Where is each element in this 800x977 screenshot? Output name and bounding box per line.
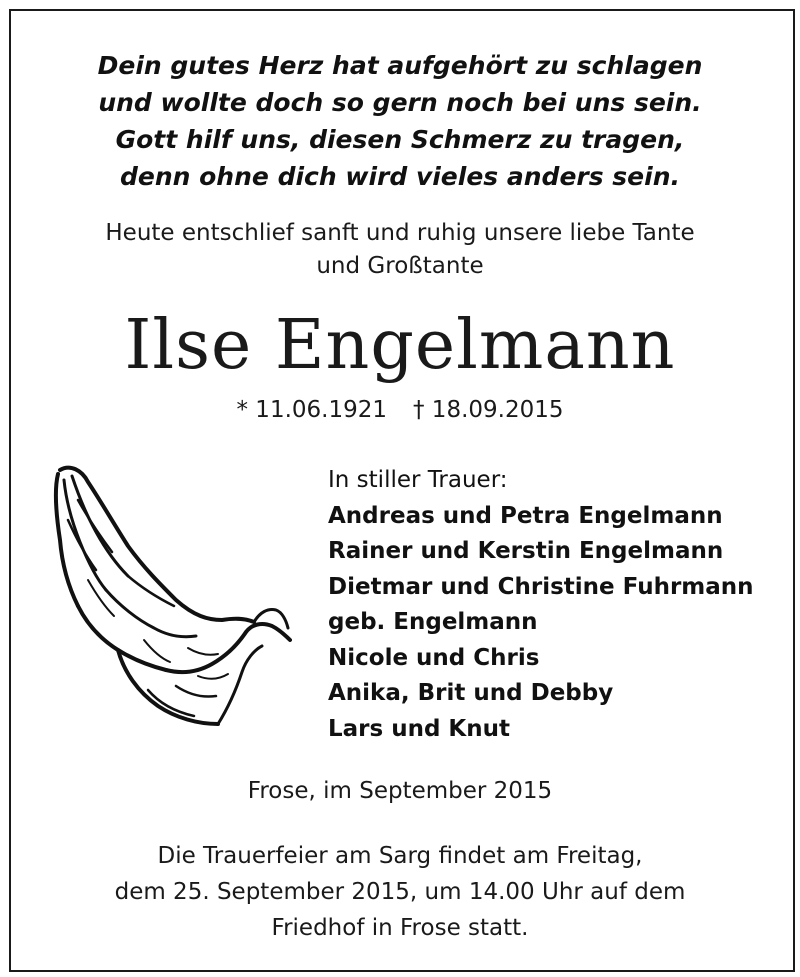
poem-line: und wollte doch so gern noch bei uns sein. [98, 88, 702, 117]
mourner-name: Andreas und Petra Engelmann [328, 502, 723, 529]
intro-text [0, 217, 800, 283]
place-date: Frose, im September 2015 [247, 778, 553, 804]
funeral-notice [0, 838, 800, 946]
poem [0, 47, 800, 195]
funeral-line: Die Trauerfeier am Sarg findet am Freitag, [157, 843, 643, 869]
mourners-list [328, 463, 788, 747]
funeral-line: dem 25. September 2015, um 14.00 Uhr auf dem [114, 879, 686, 905]
poem-line: Gott hilf uns, diesen Schmerz zu tragen, [115, 125, 685, 154]
mourner-name: geb. Engelmann [328, 609, 538, 635]
poem-line: denn ohne dich wird vieles anders sein. [119, 162, 681, 191]
mourner-name: Rainer und Kerstin Engelmann [328, 538, 724, 564]
intro-line: und Großtante [316, 253, 484, 279]
deceased-name: Ilse Engelmann [124, 306, 676, 385]
funeral-line: Friedhof in Frose statt. [271, 915, 529, 941]
intro-line: Heute entschlief sanft und ruhig unsere liebe Tante [105, 220, 695, 246]
death-date: † 18.09.2015 [413, 397, 564, 423]
mourner-name: Dietmar und Christine Fuhrmann [328, 573, 754, 600]
mourner-name: Lars und Knut [328, 715, 511, 742]
mourner-name: Nicole und Chris [328, 644, 540, 671]
mourner-name: Anika, Brit und Debby [328, 680, 614, 706]
birth-date: * 11.06.1921 [236, 397, 387, 423]
praying-hands-icon [48, 460, 292, 738]
mourners-heading: In stiller Trauer: [328, 467, 508, 493]
life-dates [0, 395, 800, 425]
poem-line: Dein gutes Herz hat aufgehört zu schlagen [97, 51, 703, 80]
